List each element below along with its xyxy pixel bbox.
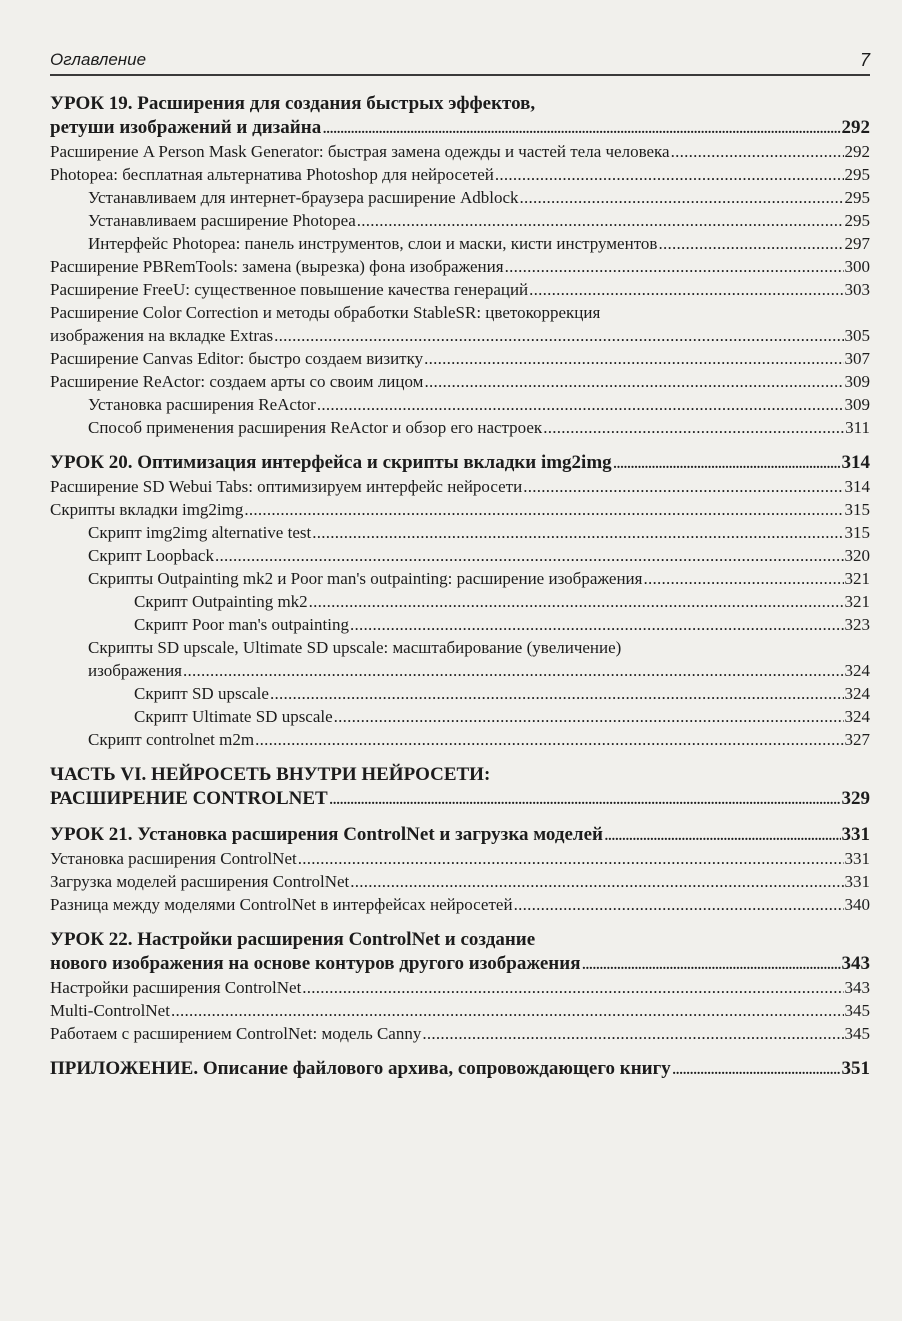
running-header	[50, 48, 870, 76]
entry-page: 351	[841, 1058, 870, 1079]
entry-page: 315	[844, 523, 870, 542]
entry-title: Разница между моделями ControlNet в интерфейсах нейросетей	[50, 895, 513, 914]
section-heading-line: ЧАСТЬ VI. НЕЙРОСЕТЬ ВНУТРИ НЕЙРОСЕТИ:	[50, 764, 491, 785]
dot-leader	[270, 682, 844, 705]
entry-title: Photopea: бесплатная альтернатива Photoshop для нейросетей	[50, 165, 494, 184]
entry-title: УРОК 21. Установка расширения ControlNet и загрузка моделей	[50, 824, 603, 845]
entry-title: изображения на вкладке Extras	[50, 326, 274, 345]
toc-entry	[50, 498, 870, 521]
toc-entry	[50, 475, 870, 498]
entry-title: Расширение SD Webui Tabs: оптимизируем интерфейс нейросети	[50, 477, 523, 496]
toc-entry	[50, 255, 870, 278]
entry-page: 305	[844, 326, 870, 345]
toc-section	[50, 763, 870, 811]
entry-page: 295	[844, 165, 870, 184]
dot-leader	[520, 186, 844, 209]
dot-leader	[322, 116, 840, 140]
entry-title: изображения	[88, 661, 182, 680]
entry-page: 314	[841, 452, 870, 473]
entry-page: 331	[844, 872, 870, 891]
entry-page: 315	[844, 500, 870, 519]
entry-title: Работаем с расширением ControlNet: модель Canny	[50, 1024, 422, 1043]
entry-page: 320	[844, 546, 870, 565]
toc-entry-line: Скрипты SD upscale, Ultimate SD upscale: масштабирование (увеличение)	[88, 638, 622, 657]
entry-page: 292	[841, 117, 870, 138]
entry-title: Скрипты Outpainting mk2 и Poor man's outpainting: расширение изображения	[88, 569, 643, 588]
entry-page: 331	[841, 824, 870, 845]
entry-page: 300	[844, 257, 870, 276]
toc-entry	[50, 521, 870, 544]
entry-page: 295	[844, 188, 870, 207]
entry-page: 309	[844, 395, 870, 414]
dot-leader	[514, 893, 844, 916]
entry-page: 321	[844, 569, 870, 588]
toc-section	[50, 1057, 870, 1081]
entry-title: Скрипт Outpainting mk2	[134, 592, 308, 611]
entry-page: 327	[844, 730, 870, 749]
section-heading-line: УРОК 22. Настройки расширения ControlNet и создание	[50, 929, 536, 950]
entry-page: 324	[844, 707, 870, 726]
dot-leader	[329, 787, 841, 811]
dot-leader	[529, 278, 843, 301]
toc-entry	[50, 278, 870, 301]
entry-page: 307	[844, 349, 870, 368]
entry-page: 324	[844, 661, 870, 680]
toc-entry	[50, 209, 870, 232]
dot-leader	[255, 728, 843, 751]
section-heading	[50, 928, 870, 976]
entry-title: Загрузка моделей расширения ControlNet	[50, 872, 350, 891]
entry-title: Multi-ControlNet	[50, 1001, 170, 1020]
toc-entry	[50, 544, 870, 567]
toc-entry	[50, 370, 870, 393]
toc-entry	[50, 232, 870, 255]
dot-leader	[424, 347, 843, 370]
entry-page: 323	[844, 615, 870, 634]
toc-entry	[50, 999, 870, 1022]
dot-leader	[422, 1022, 843, 1045]
section-heading-line	[50, 823, 870, 847]
section-heading	[50, 1057, 870, 1081]
entry-title: Расширение FreeU: существенное повышение качества генераций	[50, 280, 529, 299]
section-heading	[50, 763, 870, 811]
toc-entry	[50, 893, 870, 916]
entry-title: Расширение ReActor: создаем арты со своим лицом	[50, 372, 424, 391]
dot-leader	[672, 1057, 841, 1081]
toc-section	[50, 451, 870, 751]
dot-leader	[523, 475, 843, 498]
section-heading	[50, 92, 870, 140]
entry-title: УРОК 20. Оптимизация интерфейса и скрипты вкладки img2img	[50, 452, 612, 473]
dot-leader	[424, 370, 843, 393]
dot-leader	[357, 209, 844, 232]
section-title: Оглавление	[50, 50, 147, 69]
dot-leader	[581, 952, 840, 976]
section-heading	[50, 823, 870, 847]
dot-leader	[643, 567, 843, 590]
toc-entry	[50, 567, 870, 590]
dot-leader	[312, 521, 843, 544]
toc-entry	[50, 682, 870, 705]
entry-title: нового изображения на основе контуров другого изображения	[50, 953, 581, 974]
dot-leader	[604, 823, 841, 847]
section-heading-line	[50, 116, 870, 140]
toc-entry	[50, 1022, 870, 1045]
entry-title: Расширение A Person Mask Generator: быстрая замена одежды и частей тела человека	[50, 142, 670, 161]
entry-page: 311	[845, 418, 870, 437]
section-heading-line	[50, 787, 870, 811]
section-heading-line: УРОК 19. Расширения для создания быстрых эффектов,	[50, 93, 536, 114]
entry-page: 343	[844, 978, 870, 997]
toc-entry	[50, 393, 870, 416]
dot-leader	[350, 870, 843, 893]
entry-page: 343	[841, 953, 870, 974]
entry-page: 324	[844, 684, 870, 703]
entry-title: Расширение PBRemTools: замена (вырезка) фона изображения	[50, 257, 504, 276]
entry-title: Установка расширения ReActor	[88, 395, 316, 414]
entry-page: 345	[844, 1024, 870, 1043]
dot-leader	[543, 416, 844, 439]
toc-entry	[50, 590, 870, 613]
entry-page: 314	[844, 477, 870, 496]
entry-title: Установка расширения ControlNet	[50, 849, 297, 868]
entry-page: 331	[844, 849, 870, 868]
dot-leader	[298, 847, 844, 870]
page-number: 7	[859, 50, 870, 70]
entry-title: Скрипт Loopback	[88, 546, 214, 565]
toc-entry	[50, 416, 870, 439]
entry-page: 297	[844, 234, 870, 253]
toc-entry	[50, 659, 870, 682]
section-heading	[50, 451, 870, 475]
entry-title: РАСШИРЕНИЕ CONTROLNET	[50, 788, 328, 809]
toc-entry	[50, 347, 870, 370]
dot-leader	[215, 544, 844, 567]
dot-leader	[309, 590, 844, 613]
entry-title: Устанавливаем расширение Photopea	[88, 211, 356, 230]
toc-entry	[50, 705, 870, 728]
entry-title: Скрипт Poor man's outpainting	[134, 615, 349, 634]
dot-leader	[495, 163, 844, 186]
entry-page: 321	[844, 592, 870, 611]
entry-page: 340	[844, 895, 870, 914]
toc-entry	[50, 847, 870, 870]
entry-page: 309	[844, 372, 870, 391]
section-heading-line	[50, 1057, 870, 1081]
entry-title: Скрипт controlnet m2m	[88, 730, 255, 749]
dot-leader	[274, 324, 843, 347]
toc-section	[50, 823, 870, 916]
toc-section	[50, 928, 870, 1045]
entry-title: Способ применения расширения ReActor и обзор его настроек	[88, 418, 543, 437]
toc-entry	[50, 140, 870, 163]
entry-title: Устанавливаем для интернет-браузера расширение Adblock	[88, 188, 519, 207]
entry-page: 345	[844, 1001, 870, 1020]
entry-title: Скрипты вкладки img2img	[50, 500, 244, 519]
toc-entry	[50, 613, 870, 636]
dot-leader	[671, 140, 844, 163]
dot-leader	[613, 451, 841, 475]
toc-entry	[50, 324, 870, 347]
entry-title: Интерфейс Photopea: панель инструментов, слои и маски, кисти инструментов	[88, 234, 658, 253]
dot-leader	[658, 232, 843, 255]
dot-leader	[350, 613, 844, 636]
entry-title: ПРИЛОЖЕНИЕ. Описание файлового архива, сопровождающего книгу	[50, 1058, 671, 1079]
entry-page: 329	[841, 788, 870, 809]
dot-leader	[302, 976, 843, 999]
section-heading-line	[50, 451, 870, 475]
dot-leader	[317, 393, 844, 416]
section-heading-line	[50, 952, 870, 976]
dot-leader	[334, 705, 844, 728]
toc-entry	[50, 976, 870, 999]
toc-entry	[50, 870, 870, 893]
toc-entry-line: Расширение Color Correction и методы обработки StableSR: цветокоррекция	[50, 303, 601, 322]
entry-title: Скрипт SD upscale	[134, 684, 269, 703]
toc-entry	[50, 163, 870, 186]
entry-page: 295	[844, 211, 870, 230]
entry-title: Расширение Canvas Editor: быстро создаем визитку	[50, 349, 424, 368]
dot-leader	[505, 255, 844, 278]
entry-title: Настройки расширения ControlNet	[50, 978, 302, 997]
entry-title: Скрипт Ultimate SD upscale	[134, 707, 333, 726]
entry-title: ретуши изображений и дизайна	[50, 117, 322, 138]
dot-leader	[183, 659, 844, 682]
dot-leader	[171, 999, 844, 1022]
toc-section	[50, 92, 870, 439]
entry-page: 303	[844, 280, 870, 299]
dot-leader	[244, 498, 843, 521]
entry-page: 292	[844, 142, 870, 161]
table-of-contents	[50, 92, 870, 1093]
toc-entry	[50, 728, 870, 751]
toc-entry	[50, 186, 870, 209]
entry-title: Скрипт img2img alternative test	[88, 523, 312, 542]
